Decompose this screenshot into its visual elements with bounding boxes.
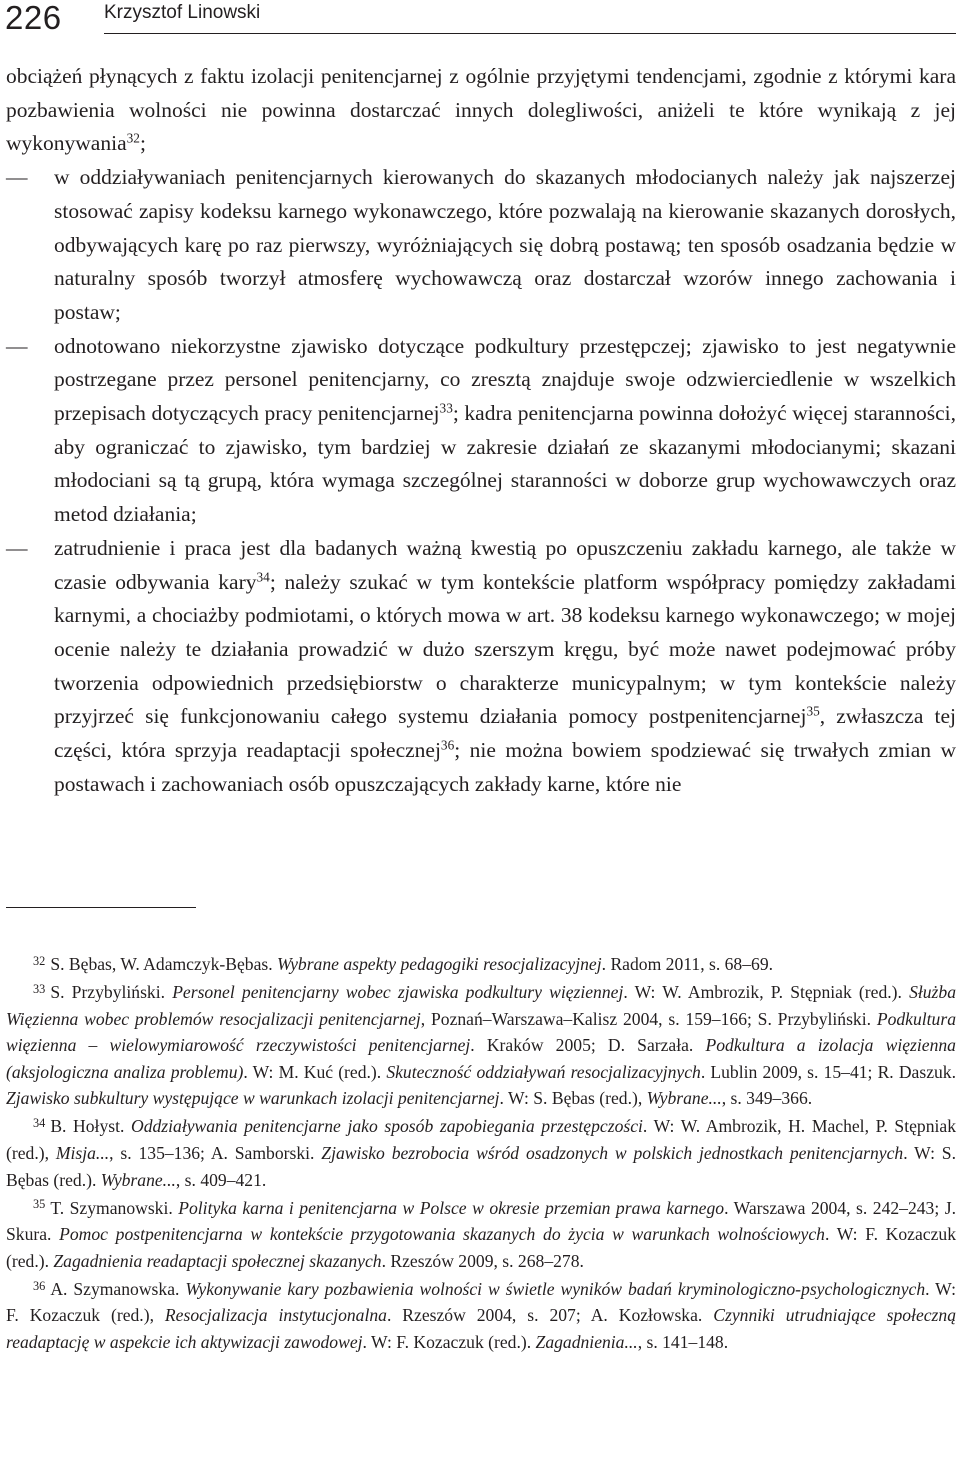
list-item	[6, 330, 956, 532]
footnote-text: , s. 135–136; A. Samborski.	[109, 1142, 322, 1163]
footnote-33	[6, 979, 956, 1112]
footnote-32	[6, 951, 956, 978]
footnote-text: . W: W. Ambrozik, H. Machel, P. Stępniak (red.),	[6, 1116, 956, 1163]
footnote-text: . Kraków 2005; D. Sarzała.	[470, 1035, 706, 1056]
footnote-title: Wybrane aspekty pedagogiki resocjalizacyjnej	[277, 954, 602, 974]
footnote-text: . W: F. Kozaczuk (red.).	[362, 1331, 536, 1352]
list-item-text: , zwłaszcza tej części, która sprzyja readaptacji społecznej	[54, 704, 956, 763]
footnote-title: Polityka karna i penitencjarna w Polsce w okresie przemian prawa karnego	[178, 1197, 725, 1218]
footnote-text: . Rzeszów 2009, s. 268–278.	[381, 1250, 584, 1271]
list-item-text: odnotowano niekorzystne zjawisko dotyczące podkultury przestępczej; zjawisko to jest negatywnie postrzegane przez personel penitencjarny, co zresztą znajduje swoje odzwierciedlenie w wszelkich przepisach dotyczących pracy penitencjarnej	[54, 333, 956, 426]
footnote-title: Wybrane...	[646, 1088, 722, 1109]
footnote-text: T. Szymanowski.	[50, 1197, 179, 1218]
running-head-author: Krzysztof Linowski	[104, 2, 261, 23]
footnote-title: Podkultura a izolacja więzienna (aksjologiczna analiza problemu)	[6, 1035, 956, 1082]
footnote-title: Podkultura więzienna – wielowymiarowość rzeczywistości penitencjarnej	[6, 1008, 956, 1056]
footnote-35	[6, 1195, 956, 1275]
footnote-title: Pomoc postpenitencjarna w kontekście przygotowania skazanych do życia w warunkach wolnościowych	[59, 1224, 825, 1245]
dash-marker: —	[6, 165, 28, 190]
list-item-text: w oddziaływaniach penitencjarnych kierowanych do skazanych młodocianych należy jak najszerzej stosować zapisy kodeksu karnego wykonawczego, które pozwalają na kierowanie skazanych dorosłych, odbywających karę po raz pierwszy, wyróżniających się dobrą postawą; ten sposób osadzania będzie w naturalny sposób tworzył atmosferę wychowawczą oraz dostarczał wzorów innego zachowania i postaw;	[54, 165, 956, 324]
footnote-title: Służba Więzienna wobec problemów resocjalizacji penitencjarnej	[6, 981, 957, 1029]
dash-marker: —	[6, 333, 28, 358]
footnote-text: . W: F. Kozaczuk (red.),	[6, 1278, 956, 1326]
list-item	[6, 532, 956, 802]
intro-punct: ;	[139, 131, 146, 156]
footnote-number: 35	[33, 1197, 46, 1212]
footnote-text: . Rzeszów 2004, s. 207; A. Kozłowska.	[386, 1305, 714, 1326]
footnote-text: . Radom 2011, s. 68–69.	[601, 954, 774, 974]
main-text	[6, 60, 956, 801]
footnote-separator	[6, 907, 196, 908]
footnote-ref-35[interactable]: 35	[806, 704, 820, 720]
footnote-text: . Lublin 2009, s. 15–41; R. Daszuk.	[700, 1061, 957, 1082]
footnote-text: , s. 141–148.	[637, 1331, 729, 1352]
footnote-title: Wybrane...	[100, 1169, 176, 1190]
running-header	[0, 0, 960, 40]
footnote-text: S. Bębas, W. Adamczyk-Bębas.	[50, 954, 278, 974]
footnote-text: A. Szymanowska.	[50, 1278, 186, 1299]
footnote-text: . W: S. Bębas (red.),	[499, 1088, 647, 1109]
footnote-ref-33[interactable]: 33	[439, 400, 453, 416]
page-number: 226	[5, 0, 62, 36]
footnote-title: Oddziaływania penitencjarne jako sposób zapobiegania przestępczości	[130, 1116, 643, 1137]
footnote-title: Czynniki utrudniające społeczną readaptację w aspekcie ich aktywizacji zawodowej	[6, 1305, 956, 1352]
footnote-title: Misja...	[55, 1142, 110, 1163]
list-item-text: zatrudnienie i praca jest dla badanych ważną kwestią po opuszczeniu zakładu karnego, ale także w czasie odbywania kary	[54, 535, 956, 594]
footnote-text: . W: F. Kozaczuk (red.).	[6, 1224, 957, 1271]
footnote-text: . W: S. Bębas (red.).	[6, 1142, 956, 1190]
footnote-title: Personel penitencjarny wobec zjawiska podkultury więziennej	[172, 981, 624, 1002]
footnote-number: 34	[33, 1116, 46, 1131]
footnote-ref-32[interactable]: 32	[126, 131, 140, 147]
footnote-36	[6, 1276, 956, 1356]
footnote-text: . W: M. Kuć (red.).	[243, 1061, 387, 1082]
footnote-text: . W: W. Ambrozik, P. Stępniak (red.).	[623, 981, 910, 1002]
list-item	[6, 161, 956, 330]
footnote-number: 36	[33, 1278, 46, 1293]
footnote-title: Resocjalizacja instytucjonalna	[164, 1305, 387, 1326]
footnote-34	[6, 1113, 956, 1193]
footnote-text: , Poznań–Warszawa–Kalisz 2004, s. 159–166; S. Przybyliński.	[420, 1008, 877, 1029]
footnote-title: Zjawisko subkultury występujące w warunkach izolacji penitencjarnej	[6, 1088, 500, 1109]
footnote-title: Zagadnienia readaptacji społecznej skazanych	[53, 1250, 382, 1271]
footnote-number: 32	[33, 953, 46, 968]
footnotes	[6, 951, 956, 1357]
footnote-text: S. Przybyliński.	[50, 981, 173, 1002]
footnote-ref-36[interactable]: 36	[440, 737, 455, 753]
intro-text: obciążeń płynących z faktu izolacji penitencjarnej z ogólnie przyjętymi tendencjami, zgodnie z którymi kara pozbawienia wolności nie powinna dostarczać innych dolegliwości, aniżeli te które wynikają z jej wykonywania	[6, 64, 956, 156]
footnote-title: Zagadnienia...	[535, 1331, 638, 1352]
list-item-text: ; należy szukać w tym kontekście platform współpracy pomiędzy zakładami karnymi, a chociażby podmiotami, o których mowa w art. 38 kodeksu karnego wykonawczego; w mojej ocenie należy te działania prowadzić w dużo szerszym kręgu, być może nawet podejmować próby tworzenia odpowiednich przedsiębiorstw o charakterze municypalnym; w tym kontekście należy przyjrzeć się funkcjonowaniu całego systemu działania pomocy postpenitencjarnej	[54, 569, 956, 729]
footnote-ref-34[interactable]: 34	[256, 569, 270, 585]
dash-marker: —	[6, 535, 28, 560]
list-item-text: ; kadra penitencjarna powinna dołożyć więcej staranności, aby ograniczać to zjawisko, tym bardziej w zakresie działań ze skazanymi młodocianymi; skazani młodociani są tą grupą, która wymaga szczególnej staranności w doborze grup wychowawczych oraz metod działania;	[54, 401, 957, 527]
footnote-number: 33	[33, 981, 46, 996]
footnote-text: . Warszawa 2004, s. 242–243; J. Skura.	[6, 1197, 956, 1245]
intro-paragraph	[6, 60, 956, 161]
footnote-text: , s. 349–366.	[721, 1088, 813, 1109]
footnote-title: Zjawisko bezrobocia wśród osadzonych w polskich jednostkach penitencjarnych	[321, 1142, 904, 1163]
footnote-text: , s. 409–421.	[175, 1169, 267, 1190]
footnote-text: B. Hołyst.	[50, 1116, 131, 1137]
footnote-title: Wykonywanie kary pozbawienia wolności w świetle wyników badań kryminologiczno-psychologicznych	[185, 1278, 926, 1299]
footnote-title: Skuteczność oddziaływań resocjalizacyjnych	[386, 1061, 701, 1082]
list-item-text: ; nie można bowiem spodziewać się trwałych zmian w postawach i zachowaniach osób opuszczających zakłady karne, które nie	[54, 738, 956, 796]
header-rule	[104, 33, 956, 34]
